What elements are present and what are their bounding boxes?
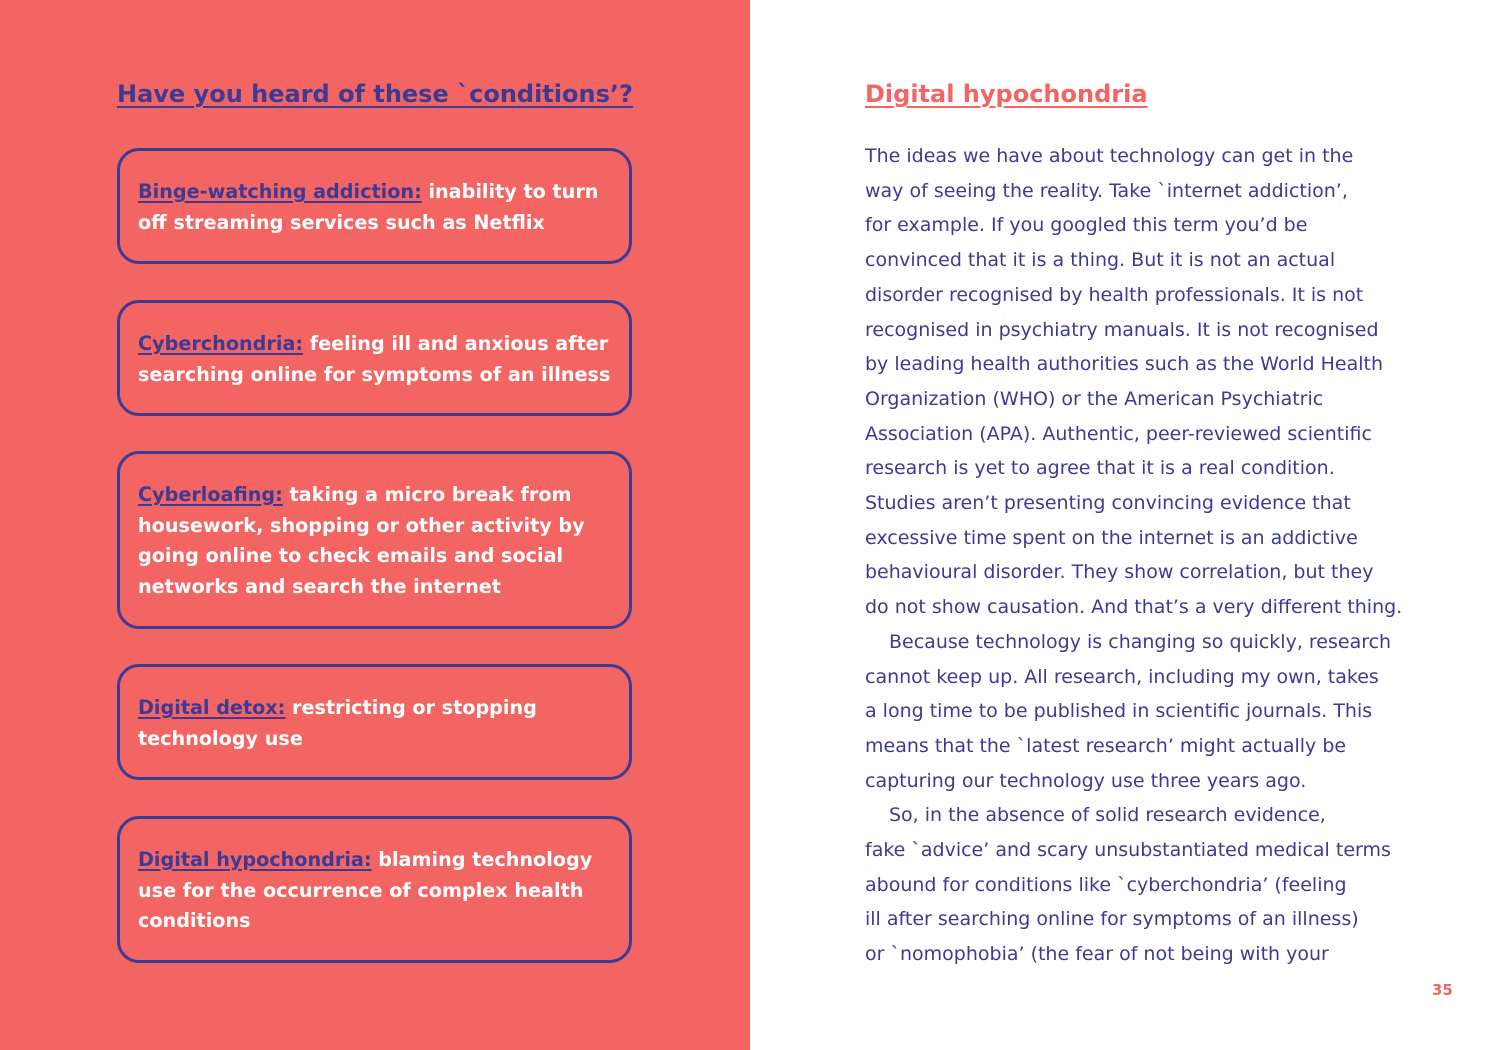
text-line: way of seeing the reality. Take `internet addiction’, <box>865 179 1348 202</box>
text-line: means that the `latest research’ might actually be <box>865 734 1347 757</box>
text-line: Studies aren’t presenting convincing evidence that <box>865 492 1351 515</box>
condition-term: Cyberchondria: <box>138 332 304 355</box>
text-line: abound for conditions like `cyberchondria’ (feeling <box>865 873 1347 896</box>
text-line: capturing our technology use three years ago. <box>865 769 1307 792</box>
condition-term: Binge-watching addiction: <box>138 180 422 203</box>
text-line: cannot keep up. All research, including my own, takes <box>865 665 1379 688</box>
body-text <box>865 139 1425 972</box>
condition-term: Cyberloafing: <box>138 483 283 506</box>
condition-term: Digital detox: <box>138 696 286 719</box>
text-line: disorder recognised by health professionals. It is not <box>865 283 1364 306</box>
text-line: Because technology is changing so quickly, research <box>889 630 1392 653</box>
condition-card-digital-detox <box>117 664 632 780</box>
text-line: The ideas we have about technology can get in the <box>865 145 1354 167</box>
condition-description: restricting or stopping technology use <box>138 696 537 750</box>
text-line: ill after searching online for symptoms of an illness) <box>865 908 1359 931</box>
text-line: excessive time spent on the internet is an addictive <box>865 526 1358 549</box>
text-line: a long time to be published in scientific journals. This <box>865 700 1373 723</box>
text-line: behavioural disorder. They show correlation, but they <box>865 561 1374 584</box>
section-heading: Digital hypochondria <box>865 80 1148 108</box>
condition-description: blaming technology use for the occurrence of complex health conditions <box>138 848 593 932</box>
text-line: fake `advice’ and scary unsubstantiated medical terms <box>865 839 1391 862</box>
conditions-heading: Have you heard of these `conditions’? <box>117 80 633 108</box>
text-line: by leading health authorities such as the World Health <box>865 353 1384 376</box>
text-line: convinced that it is a thing. But it is not an actual <box>865 249 1336 272</box>
condition-card-cyberloafing <box>117 451 632 629</box>
page-number: 35 <box>1432 981 1453 999</box>
right-page <box>750 0 1500 1050</box>
text-line: research is yet to agree that it is a real condition. <box>865 457 1335 480</box>
condition-card-cyberchondria <box>117 300 632 416</box>
text-line: for example. If you googled this term you’d be <box>865 214 1308 237</box>
text-line: recognised in psychiatry manuals. It is not recognised <box>865 318 1379 341</box>
condition-card-digital-hypochondria <box>117 816 632 963</box>
condition-description: taking a micro break from housework, shopping or other activity by going online to check emails and social networks and search the internet <box>138 483 585 598</box>
condition-card-binge-watching <box>117 148 632 264</box>
text-line: Organization (WHO) or the American Psychiatric <box>865 387 1324 410</box>
condition-term: Digital hypochondria: <box>138 848 372 871</box>
text-line: or `nomophobia’ (the fear of not being with your <box>865 943 1329 966</box>
condition-description: feeling ill and anxious after searching online for symptoms of an illness <box>138 332 611 386</box>
condition-description: inability to turn off streaming services such as Netflix <box>138 180 599 234</box>
text-line: So, in the absence of solid research evidence, <box>889 804 1326 827</box>
text-line: Association (APA). Authentic, peer-reviewed scientific <box>865 422 1372 445</box>
text-line: do not show causation. And that’s a very different thing. <box>865 596 1403 619</box>
